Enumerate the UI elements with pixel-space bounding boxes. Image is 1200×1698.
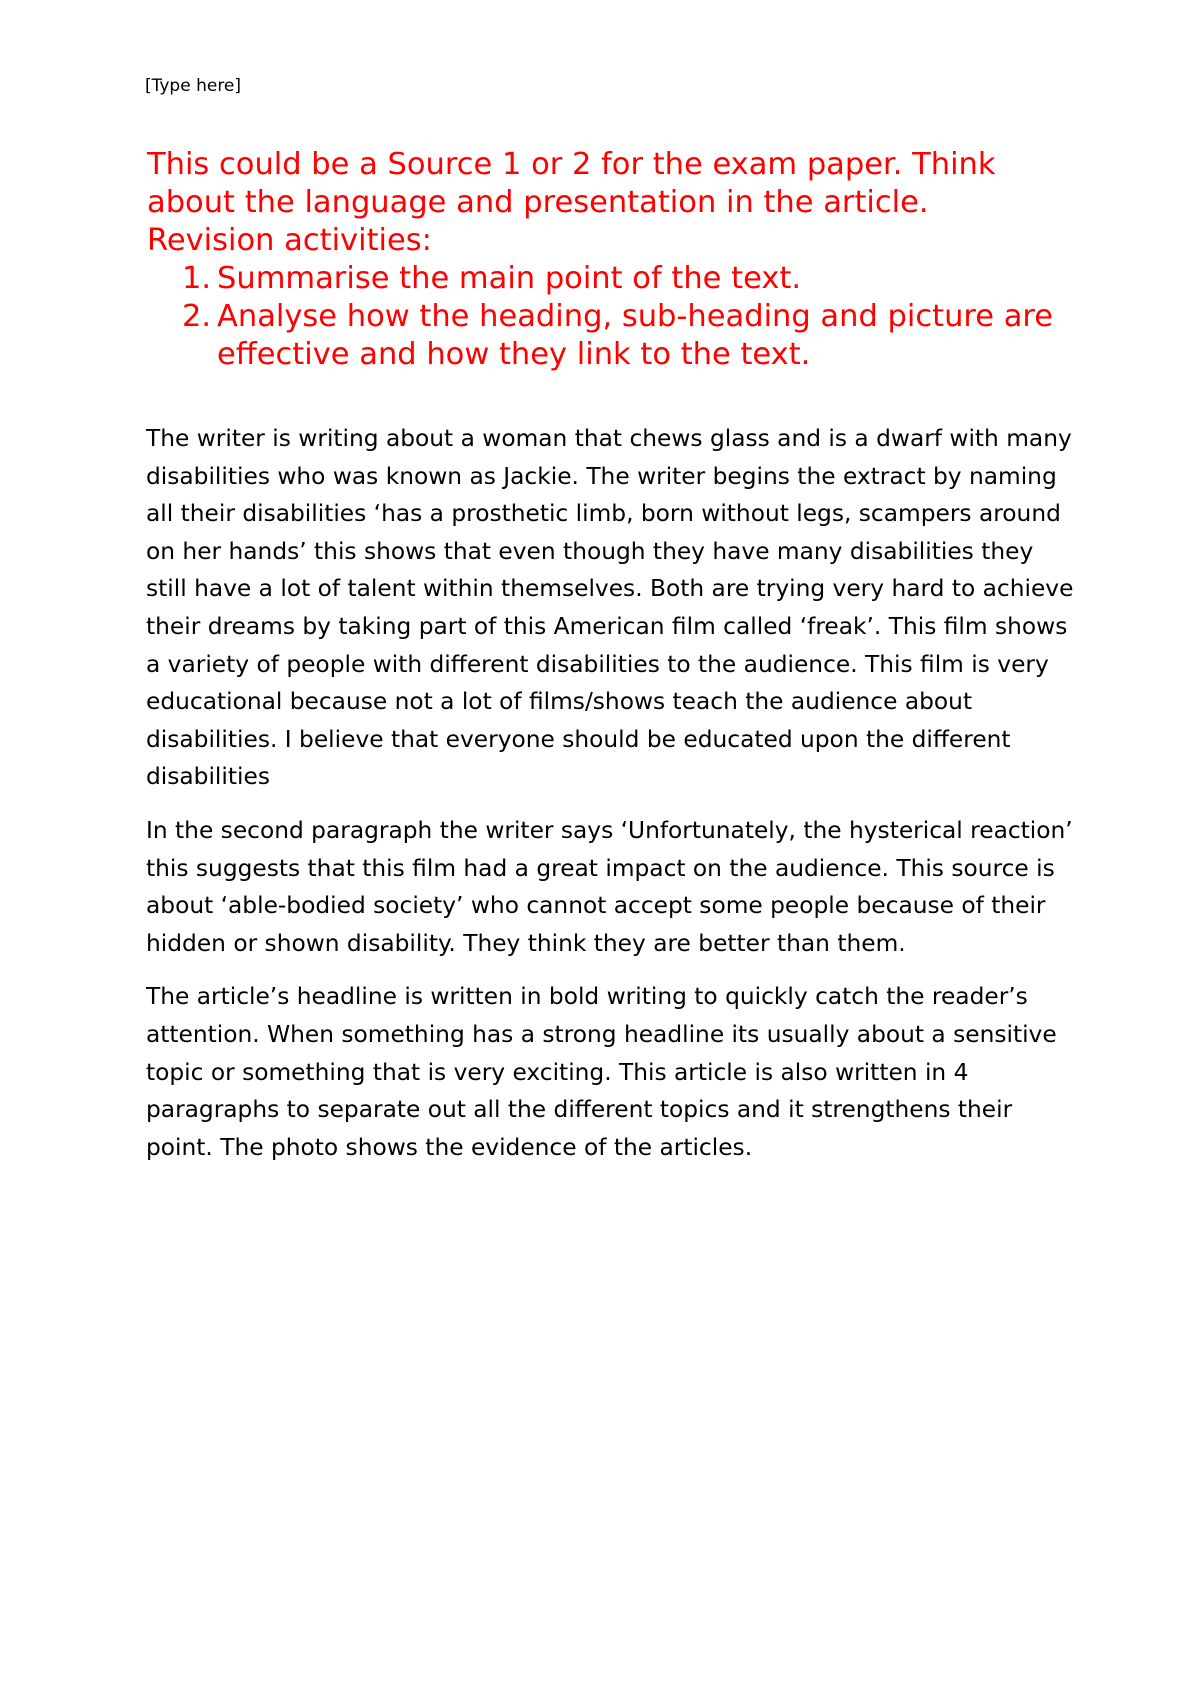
revision-activities-list — [147, 260, 1087, 374]
list-item-text: Summarise the main point of the text. — [217, 261, 802, 296]
body-paragraph: In the second paragraph the writer says ‘Unfortunately, the hysterical reaction’ this suggests that this film had a great impact on the audience. This source is about ‘able-bodied society’ who cannot accept some people because of their hidden or shown disability. They think they are better than them. — [146, 816, 1073, 957]
note-intro: This could be a Source 1 or 2 for the exam paper. Think about the language and presentation in the article. — [147, 147, 996, 220]
list-item-number: 1. — [182, 261, 212, 296]
body-paragraph: The writer is writing about a woman that chews glass and is a dwarf with many disabilities who was known as Jackie. The writer begins the extract by naming all their disabilities ‘has a prosthetic limb, born without legs, scampers around on her hands’ this shows that even though they have many disabilities they still have a lot of talent within themselves. Both are trying very hard to achieve their dreams by taking part of this American film called ‘freak’. This film shows a variety of people with different disabilities to the audience. This film is very educational because not a lot of films/shows teach the audience about disabilities. I believe that everyone should be educated upon the different disabilities — [146, 425, 1074, 791]
body-paragraph: The article’s headline is written in bold writing to quickly catch the reader’s attention. When something has a strong headline its usually about a sensitive topic or something that is very exciting. This article is also written in 4 paragraphs to separate out all the different topics and it strengthens their point. The photo shows the evidence of the articles. — [146, 983, 1057, 1161]
list-item-number: 2. — [182, 299, 212, 334]
header-placeholder[interactable]: [Type here] — [145, 76, 242, 96]
note-revision-heading: Revision activities: — [147, 223, 432, 258]
list-item-text: Analyse how the heading, sub-heading and picture are effective and how they link to the text. — [217, 299, 1054, 372]
list-item — [147, 298, 1087, 374]
essay-body — [146, 420, 1081, 1182]
list-item — [147, 260, 1087, 298]
revision-note — [147, 146, 1087, 374]
